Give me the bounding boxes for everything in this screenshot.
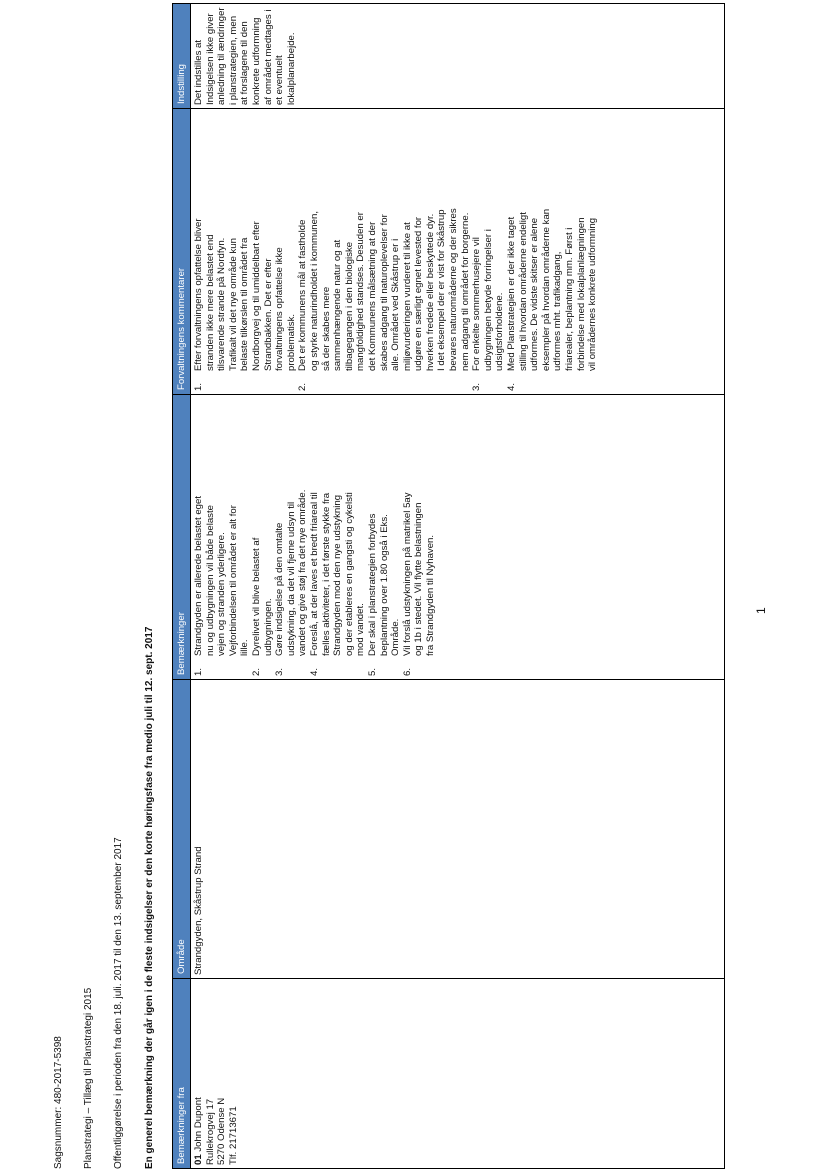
comment-item-number: 3. <box>471 382 483 391</box>
remark-item-line: Område. <box>390 618 402 656</box>
comments-cell <box>191 109 725 395</box>
hearing-table <box>172 3 725 1169</box>
comment-item-line: stilling til hvordan områderne endeligt <box>517 212 529 371</box>
remark-item-line: mod vandet. <box>355 603 367 656</box>
col-header-comments: Forvaltningens kommentarer <box>173 109 191 395</box>
table-header-row <box>173 4 191 1169</box>
comment-item-line: problematisk. <box>285 313 297 371</box>
sender-postal: 5270 Odense N <box>216 1097 228 1165</box>
remark-item-line: Gøre indsigelse på den omtalte <box>274 522 286 656</box>
remark-item <box>309 398 367 676</box>
page-number: 1 <box>754 607 768 614</box>
sender-phone: Tlf. 21713671 <box>227 1106 239 1165</box>
comment-item-line: I det eksempel der er vist for Skåstrup <box>436 209 448 371</box>
comment-item <box>471 112 506 391</box>
remark-item-line: fælles aktiviteter, i det første stykke fra <box>320 492 332 656</box>
comments-list <box>193 112 599 391</box>
sender-id: 01 <box>193 1154 204 1165</box>
remarks-cell <box>191 395 725 680</box>
comment-item-line: udformes mht. trafikadgang, <box>552 251 564 371</box>
remark-item-number: 2. <box>250 667 262 676</box>
comment-item-line: miljøvurderingen vurderet til ikke at <box>401 222 413 371</box>
remark-item <box>251 398 274 676</box>
comment-item-line: forvaltningens opfattelse ikke <box>274 247 286 371</box>
col-header-area: Område <box>173 680 191 979</box>
remark-item-line: Der skal i planstrategien forbydes <box>366 513 378 656</box>
col-header-sender: Bemærkninger fra <box>173 979 191 1169</box>
remark-item-line: vandet og give støj fra det nye område. <box>297 489 309 656</box>
comment-item-line: tilsvarende strande på Nordfyn. <box>216 237 228 371</box>
remark-item-line: udbygningen. <box>262 598 274 656</box>
comment-item-line: Strandbakken. Det er efter <box>262 258 274 371</box>
remark-item-number: 5. <box>366 667 378 676</box>
sender-cell <box>191 979 725 1169</box>
comment-item <box>193 112 297 391</box>
plan-title: Planstrategi – Tillæg til Planstrategi 2015 <box>83 987 94 1169</box>
comment-item-line: udsigtsforholdene. <box>494 292 506 371</box>
remark-item-line: lille. <box>239 639 251 656</box>
remark-item-line: Strandgyden er allerede belastet eget <box>193 495 204 656</box>
comment-item-line: eksempler på hvordan områderne kan <box>540 208 552 371</box>
remark-item-line: Vejforbindelsen til området er alt for <box>227 505 239 656</box>
comment-item-line: tilbagegangen i den biologiske <box>343 241 355 371</box>
comment-item-line: sammenhængende natur og at <box>332 239 344 371</box>
recommendation-text: Det indstilles at Indsigelsen ikke giver anledning til ændringer i planstrategien, men at forslagene til den konkrete udformning af området medtages i et eventuelt lokalplanarbejde. <box>193 7 297 105</box>
comment-item-line: og styrke naturindholdet i kommunen, <box>308 211 320 371</box>
col-header-remarks: Bemærkninger <box>173 395 191 680</box>
comment-item-line: udgøre en særligt egnet levested for <box>413 216 425 371</box>
comment-item-line: mangfoldighed standses. Desuden er <box>355 212 367 371</box>
remark-item <box>402 398 437 676</box>
remark-item-line: og 1b i stedet. Vil flytte belastningen <box>413 502 425 656</box>
remark-item-number: 4. <box>308 667 320 676</box>
comment-item <box>297 112 471 391</box>
comment-item-line: udbygningen betyde forringelser i <box>482 229 494 371</box>
remark-item-line: nu og udbygningen vil både belaste <box>204 505 216 656</box>
comment-item-number: 2. <box>297 382 309 391</box>
comment-item-line: Trafikalt vil det nye område kun <box>227 238 239 371</box>
remark-item-line: udstykning, da det vil fjerne udsyn til <box>285 501 297 656</box>
comment-item-line: vil områdernes konkrete udformning <box>587 217 599 371</box>
remark-item-number: 6. <box>401 667 413 676</box>
comment-item-line: nem adgang til området for borgerne. <box>459 212 471 371</box>
col-header-recommendation: Indstilling <box>173 4 191 109</box>
table-row <box>191 4 725 1169</box>
remarks-list <box>193 398 436 676</box>
remark-item <box>193 398 251 676</box>
comment-item <box>506 112 599 391</box>
comment-item-line: For enkelte sommerhusejere vil <box>471 237 483 371</box>
comment-item-number: 4. <box>506 382 518 391</box>
remark-item-line: Dyrelivet vil blive belastet af <box>250 537 262 656</box>
comment-item-line: skabes adgang til naturoplevelser for <box>378 214 390 371</box>
comment-item-line: hverken fredede eller beskyttede dyr. <box>424 213 436 371</box>
remark-item-line: Vil forslå udstykningen på matrikel 5ay <box>401 492 413 656</box>
comment-item-line: bevares naturområderne og der sikres <box>448 208 460 371</box>
publication-period: Offentliggørelse i perioden fra den 18. juli. 2017 til den 13. september 2017 <box>113 837 124 1169</box>
remark-item-line: fra Strandgyden til Nyhaven. <box>424 534 436 656</box>
area-cell <box>191 680 725 979</box>
remark-item-number: 3. <box>274 667 286 676</box>
remark-item <box>367 398 402 676</box>
comment-item-line: Det er kommunens mål at fastholde <box>297 219 309 371</box>
remark-item-number: 1. <box>193 667 204 676</box>
comment-item-line: friarealer, beplantning mm. Først i <box>564 227 575 371</box>
comment-item-line: det Kommunens målsætning at der <box>366 221 378 371</box>
sender-name-line <box>193 982 205 1165</box>
comment-item-line: Med Planstrategien er der ikke taget <box>506 216 518 371</box>
sender-name: John Dupont <box>193 1097 204 1152</box>
comment-item-line: belaste tilkørslen til området fra <box>239 237 251 371</box>
remark-item-line: og der etableres en gangsti og cykelsti <box>343 492 355 656</box>
comment-item-line: Efter forvaltningens opfattelse bliver <box>193 218 204 371</box>
sender-address: Rullekrogvej 17 <box>204 1098 216 1165</box>
general-note: En generel bemærkning der går igen i de fleste indsigelser er den korte høringsfase fra medio juli til 12. sept. 2017 <box>144 626 155 1169</box>
remark-item-line: beplantning over 1.80 også i Eks. <box>378 514 390 656</box>
comment-item-number: 1. <box>193 382 204 391</box>
comment-item-line: alle. Området ved Skåstrup er i <box>390 238 402 371</box>
area-name: Strandgyden, Skåstrup Strand <box>193 846 204 975</box>
remark-item-line: Foreslå, at der laves et bredt friareal til <box>308 492 320 656</box>
remark-item <box>274 398 309 676</box>
comment-item-line: udformes. De vidste skitser er alene <box>529 217 541 371</box>
comment-item-line: så der skabes mere <box>320 286 332 371</box>
comment-item-line: Nordborgvej og til umiddelbart efter <box>250 221 262 371</box>
remark-item-line: Strandgyden mod den nye udstykning <box>332 494 344 656</box>
recommendation-cell <box>191 4 725 109</box>
remark-item-line: vejen og stranden yderligere. <box>216 532 228 656</box>
comment-item-line: forbindelse med lokalplanlægningen <box>575 217 587 371</box>
comment-item-line: stranden ikke mere belastet end <box>204 234 216 371</box>
case-number: Sagsnummer: 480-2017-5398 <box>53 1036 64 1169</box>
